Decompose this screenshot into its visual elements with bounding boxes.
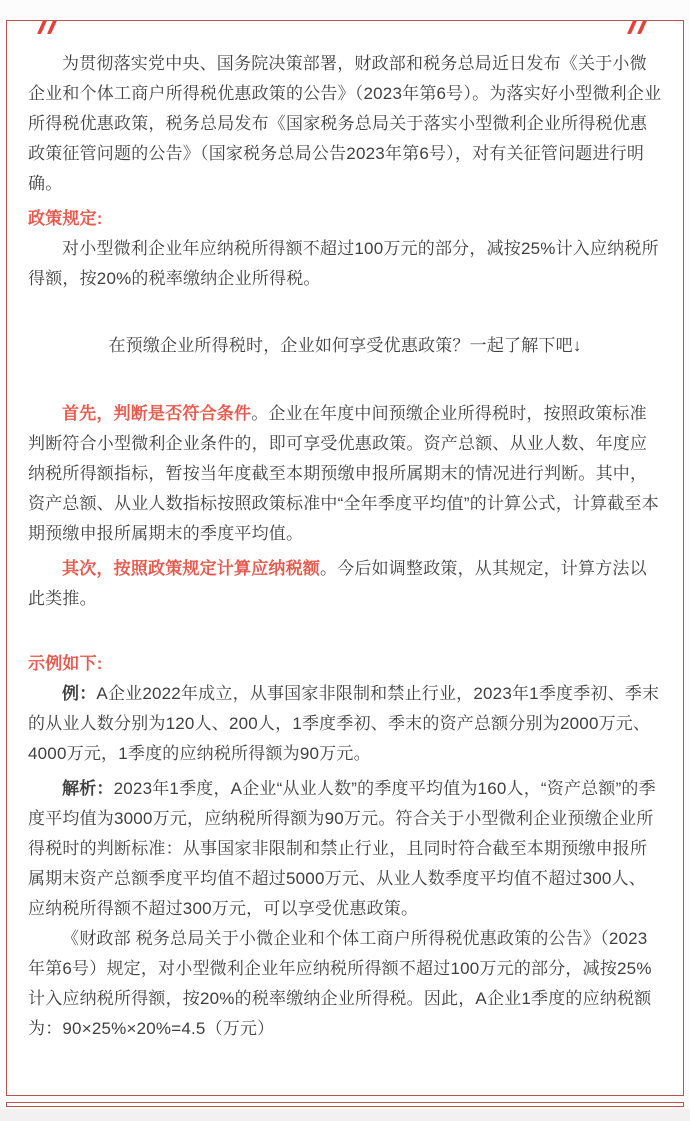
- bold-run: 解析：: [62, 779, 114, 798]
- body-paragraph: [28, 234, 662, 294]
- article-body: [7, 21, 683, 1044]
- page-end-strip: [0, 1109, 690, 1121]
- double-slash-icon: [625, 20, 655, 34]
- section-heading: [28, 204, 662, 234]
- text-run: 为贯彻落实党中央、国务院决策部署，财政部和税务总局近日发布《关于小微企业和个体工商户所得税优惠政策的公告》（2023年第6号）。为落实好小型微利企业所得税优惠政策，税务总局发布《国家税务总局关于落实小型微利企业所得税优惠政策征管问题的公告》（国家税务总局公告2023年第6号），对有关征管问题进行明确。: [28, 54, 662, 193]
- body-paragraph: [28, 924, 662, 1044]
- body-paragraph: [28, 49, 662, 199]
- text-run: 。企业在年度中间预缴企业所得税时，按照政策标准判断符合小型微利企业条件的，即可享受优惠政策。资产总额、从业人数、年度应纳税所得额指标，暂按当年度截至本期预缴申报所属期末的情况进行判断。其中，资产总额、从业人数指标按照政策标准中“全年季度平均值”的计算公式，计算截至本期预缴申报所属期末的季度平均值。: [28, 404, 659, 543]
- bottom-accent-bar: [6, 1102, 684, 1107]
- emphasis-red-run: 政策规定:: [28, 209, 103, 228]
- text-run: 。今后如调整政策，从其规定，计算方法以此类推。: [28, 559, 647, 608]
- text-run: 在预缴企业所得税时，企业如何享受优惠政策？一起了解下吧↓: [108, 336, 582, 355]
- section-heading: [28, 649, 662, 679]
- body-paragraph: [28, 679, 662, 769]
- text-run: 2023年1季度，A企业“从业人数”的季度平均值为160人，“资产总额”的季度平均值为3000万元，应纳税所得额为90万元。符合关于小型微利企业预缴企业所得税时的判断标准：从事国家非限制和禁止行业，且同时符合截至本期预缴申报所属期末资产总额季度平均值不超过5000万元、从业人数季度平均值不超过300人、应纳税所得额不超过300万元，可以享受优惠政策。: [28, 779, 656, 918]
- lead-in-line: [28, 331, 662, 361]
- emphasis-red-run: 首先，判断是否符合条件: [62, 404, 252, 423]
- text-run: A企业2022年成立，从事国家非限制和禁止行业，2023年1季度季初、季末的从业人数分别为120人、200人，1季度季初、季末的资产总额分别为2000万元、4000万元，1季度的应纳税所得额为90万元。: [28, 684, 660, 763]
- double-slash-icon: [35, 20, 65, 34]
- emphasis-red-run: 示例如下:: [28, 654, 103, 673]
- text-run: 对小型微利企业年应纳税所得额不超过100万元的部分，减按25%计入应纳税所得额，按20%的税率缴纳企业所得税。: [28, 239, 659, 288]
- body-paragraph: [28, 774, 662, 924]
- emphasis-red-run: 其次，按照政策规定计算应纳税额: [62, 559, 320, 578]
- body-paragraph: [28, 554, 662, 614]
- bold-run: 例：: [62, 684, 97, 703]
- body-paragraph: [28, 399, 662, 549]
- text-run: 《财政部 税务总局关于小微企业和个体工商户所得税优惠政策的公告》（2023年第6号）规定，对小型微利企业年应纳税所得额不超过100万元的部分，减按25%计入应纳税所得额，按20%的税率缴纳企业所得税。因此，A企业1季度的应纳税额为：90×25%×20%=4.5（万元）: [28, 929, 652, 1038]
- article-card: [6, 20, 684, 1096]
